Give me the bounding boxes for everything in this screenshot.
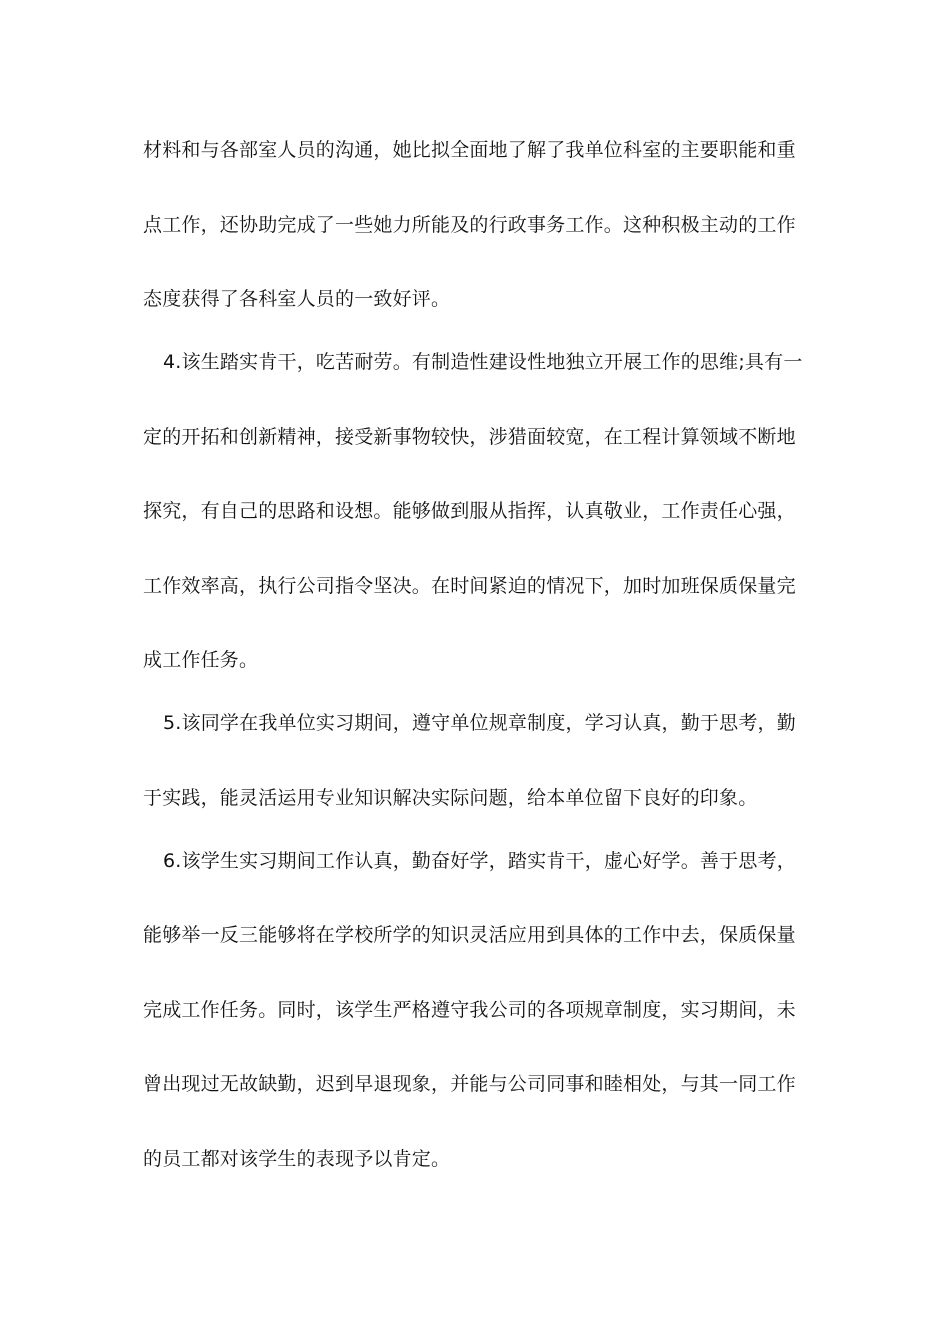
text-line-13: 完成工作任务。同时，该学生严格遵守我公司的各项规章制度，实习期间，未 <box>143 999 796 1021</box>
text-line-11: 6.该学生实习期间工作认真，勤奋好学，踏实肯干，虚心好学。善于思考， <box>163 850 796 872</box>
text-line-12: 能够举一反三能够将在学校所学的知识灵活应用到具体的工作中去，保质保量 <box>143 924 796 946</box>
text-line-5: 定的开拓和创新精神，接受新事物较快，涉猎面较宽，在工程计算领域不断地 <box>143 426 796 448</box>
text-line-10: 于实践，能灵活运用专业知识解决实际问题，给本单位留下良好的印象。 <box>143 787 758 809</box>
text-line-1: 材料和与各部室人员的沟通，她比拟全面地了解了我单位科室的主要职能和重 <box>143 139 796 161</box>
text-line-15: 的员工都对该学生的表现予以肯定。 <box>143 1148 451 1170</box>
text-line-8: 成工作任务。 <box>143 649 259 671</box>
text-line-9: 5.该同学在我单位实习期间，遵守单位规章制度，学习认真，勤于思考，勤 <box>163 712 796 734</box>
text-line-6: 探究，有自己的思路和设想。能够做到服从指挥，认真敬业，工作责任心强， <box>143 500 796 522</box>
text-line-3: 态度获得了各科室人员的一致好评。 <box>143 288 451 310</box>
text-line-14: 曾出现过无故缺勤，迟到早退现象，并能与公司同事和睦相处，与其一同工作 <box>143 1073 796 1095</box>
text-line-7: 工作效率高，执行公司指令坚决。在时间紧迫的情况下，加时加班保质保量完 <box>143 575 796 597</box>
text-line-2: 点工作，还协助完成了一些她力所能及的行政事务工作。这种积极主动的工作 <box>143 214 796 236</box>
text-line-4: 4.该生踏实肯干，吃苦耐劳。有制造性建设性地独立开展工作的思维;具有一 <box>163 351 803 373</box>
